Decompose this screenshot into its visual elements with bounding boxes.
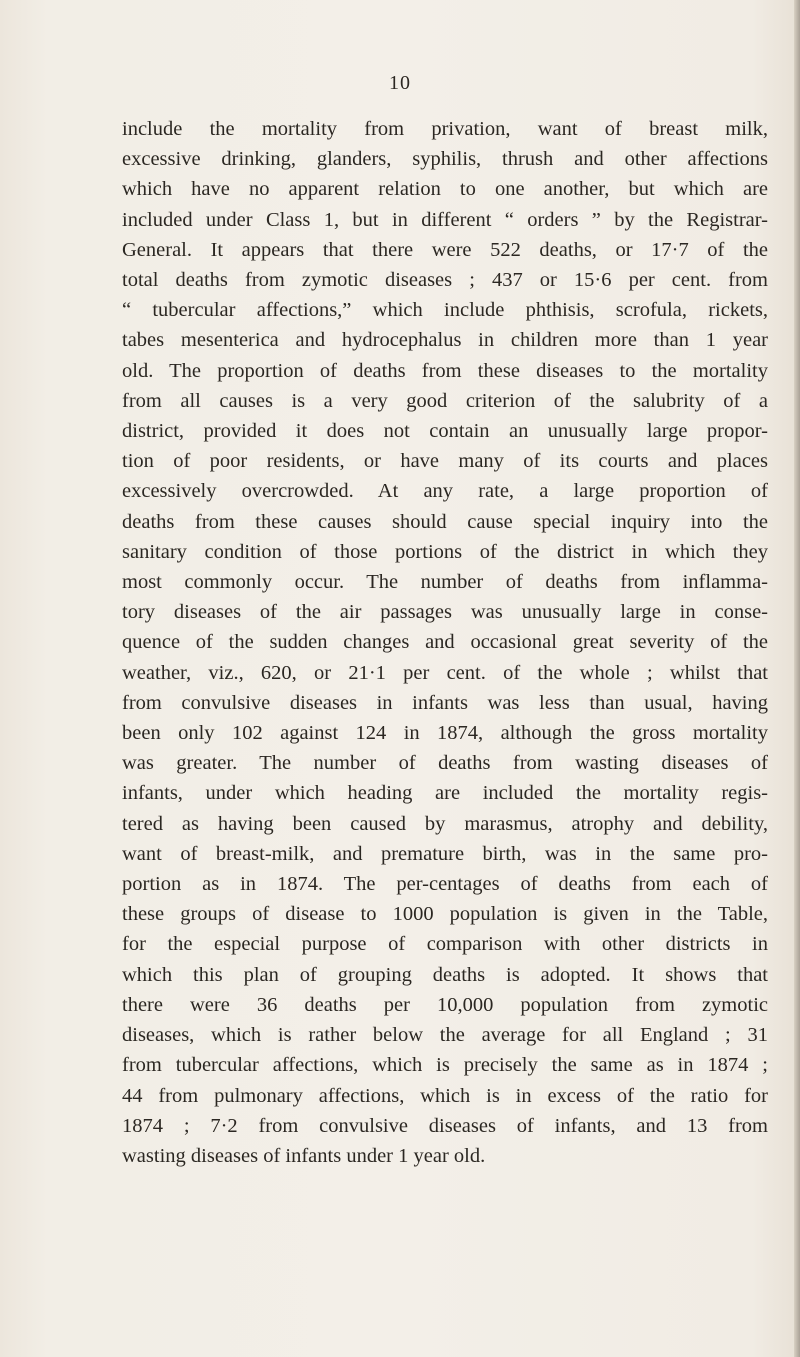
text-line: weather, viz., 620, or 21·1 per cent. of the whole ; whilst that <box>122 661 768 684</box>
text-line: which have no apparent relation to one another, but which are <box>122 178 768 201</box>
page-edge-shadow <box>794 0 800 1357</box>
text-line: infants, under which heading are included the mortality regis- <box>122 782 768 805</box>
text-line: 44 from pulmonary affections, which is in excess of the ratio for <box>122 1084 768 1107</box>
text-line: want of breast-milk, and premature birth, was in the same pro- <box>122 842 768 865</box>
text-line: quence of the sudden changes and occasional great severity of the <box>122 631 768 654</box>
text-line: tered as having been caused by marasmus, atrophy and debility, <box>122 812 768 835</box>
text-line: wasting diseases of infants under 1 year old. <box>122 1144 486 1167</box>
text-line: from tubercular affections, which is precisely the same as in 1874 ; <box>122 1054 768 1077</box>
text-line: from all causes is a very good criterion of the salubrity of a <box>122 389 768 412</box>
text-line: tory diseases of the air passages was unusually large in conse- <box>122 601 768 624</box>
text-line: 1874 ; 7·2 from convulsive diseases of infants, and 13 from <box>122 1114 768 1137</box>
text-line: old. The proportion of deaths from these diseases to the mortality <box>122 359 768 382</box>
text-line: excessively overcrowded. At any rate, a large proportion of <box>122 480 768 503</box>
text-line: excessive drinking, glanders, syphilis, thrush and other affections <box>122 148 768 171</box>
text-line: portion as in 1874. The per-centages of deaths from each of <box>122 873 768 896</box>
text-line: deaths from these causes should cause special inquiry into the <box>122 510 768 533</box>
text-line: for the especial purpose of comparison with other districts in <box>122 933 768 956</box>
text-line: there were 36 deaths per 10,000 population from zymotic <box>122 993 768 1016</box>
text-line: include the mortality from privation, want of breast milk, <box>122 118 768 140</box>
text-line: included under Class 1, but in different “ orders ” by the Registrar- <box>122 208 768 231</box>
text-line: General. It appears that there were 522 deaths, or 17·7 of the <box>122 238 768 261</box>
body-paragraph <box>122 114 768 1171</box>
text-line: from convulsive diseases in infants was less than usual, having <box>122 691 768 714</box>
text-line: sanitary condition of those portions of the district in which they <box>122 540 768 563</box>
text-line: was greater. The number of deaths from wasting diseases of <box>122 752 768 775</box>
text-line: tion of poor residents, or have many of its courts and places <box>122 450 768 473</box>
text-line: been only 102 against 124 in 1874, although the gross mortality <box>122 722 768 745</box>
text-line: district, provided it does not contain an unusually large propor- <box>122 420 768 443</box>
text-line: most commonly occur. The number of deaths from inflamma- <box>122 571 768 594</box>
page-number: 10 <box>389 72 411 94</box>
text-line: tabes mesenterica and hydrocephalus in children more than 1 year <box>122 329 768 352</box>
text-line: these groups of disease to 1000 population is given in the Table, <box>122 903 768 926</box>
text-line: which this plan of grouping deaths is adopted. It shows that <box>122 963 768 986</box>
text-line: diseases, which is rather below the average for all England ; 31 <box>122 1024 768 1047</box>
text-line: “ tubercular affections,” which include phthisis, scrofula, rickets, <box>122 299 768 322</box>
text-line: total deaths from zymotic diseases ; 437 or 15·6 per cent. from <box>122 269 768 292</box>
